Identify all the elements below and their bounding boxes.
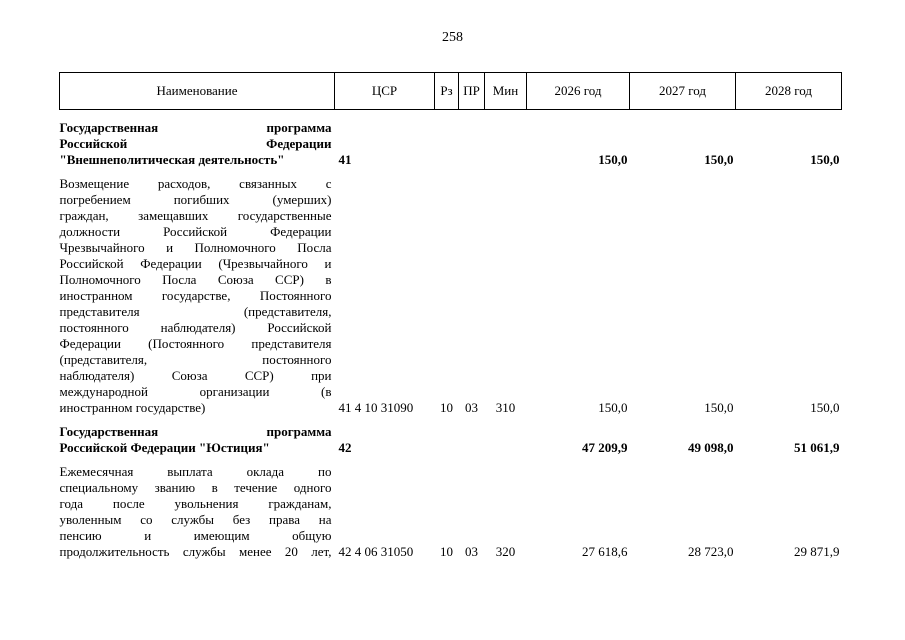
name-line: Российской Федерации "Юстиция" — [59, 440, 270, 455]
name-line: продолжительность службы менее 20 лет, — [59, 544, 332, 559]
budget-table — [59, 72, 842, 560]
row-2027: 49 098,0 — [688, 440, 734, 455]
table-header-row — [60, 73, 842, 110]
row-name — [60, 424, 335, 456]
table-row — [60, 176, 842, 416]
name-line: Полномочного Посла Союза ССР) в — [59, 272, 332, 287]
row-name — [60, 464, 335, 560]
name-line: специальному званию в течение одного — [59, 480, 332, 495]
name-line: Возмещение расходов, связанных с — [59, 176, 332, 191]
row-2026: 150,0 — [598, 400, 628, 415]
row-rz — [435, 120, 459, 168]
row-2026: 47 209,9 — [582, 440, 628, 455]
row-2028: 29 871,9 — [794, 544, 840, 559]
row-min — [485, 120, 527, 168]
row-rz — [435, 424, 459, 456]
header-2026: 2026 год — [527, 73, 630, 110]
row-2028: 150,0 — [810, 400, 840, 415]
row-2026: 150,0 — [598, 152, 628, 167]
row-pr — [459, 120, 485, 168]
name-line: граждан, замещавших государственные — [59, 208, 332, 223]
row-pr — [459, 424, 485, 456]
name-line: "Внешнеполитическая деятельность" — [59, 152, 285, 167]
row-pr: 03 — [465, 544, 478, 559]
row-pr: 03 — [465, 400, 478, 415]
name-line: погребением погибших (умерших) — [59, 192, 332, 207]
name-line: (представителя, постоянного — [59, 352, 332, 367]
name-line: Ежемесячная выплата оклада по — [59, 464, 332, 479]
name-line: иностранном государстве, Постоянного — [59, 288, 332, 303]
row-csr: 42 4 06 31050 — [338, 544, 414, 559]
header-csr: ЦСР — [335, 73, 435, 110]
row-2027: 150,0 — [704, 400, 734, 415]
row-min: 310 — [495, 400, 516, 415]
row-rz: 10 — [440, 400, 453, 415]
table-row — [60, 120, 842, 168]
row-csr: 41 — [338, 152, 352, 167]
name-line: наблюдателя) Союза ССР) при — [59, 368, 332, 383]
name-line: Государственная программа — [59, 424, 332, 439]
row-name — [60, 176, 335, 416]
header-pr: ПР — [459, 73, 485, 110]
header-min: Мин — [485, 73, 527, 110]
table-row — [60, 424, 842, 456]
name-line: международной организации (в — [59, 384, 332, 399]
row-min — [485, 424, 527, 456]
row-csr: 41 4 10 31090 — [338, 400, 414, 415]
name-line: уволенным со службы без права на — [59, 512, 332, 527]
name-line: должности Российской Федерации — [59, 224, 332, 239]
header-rz: Рз — [435, 73, 459, 110]
name-line: представителя (представителя, — [59, 304, 332, 319]
page-number: 258 — [442, 30, 463, 45]
row-2028: 51 061,9 — [794, 440, 840, 455]
row-min: 320 — [495, 544, 516, 559]
name-line: Российской Федерации (Чрезвычайного и — [59, 256, 332, 271]
name-line: Федерации (Постоянного представителя — [59, 336, 332, 351]
row-name — [60, 120, 335, 168]
name-line: постоянного наблюдателя) Российской — [59, 320, 332, 335]
name-line: года после увольнения гражданам, — [59, 496, 332, 511]
table-row — [60, 464, 842, 560]
name-line: пенсию и имеющим общую — [59, 528, 332, 543]
row-2027: 150,0 — [704, 152, 734, 167]
name-line: иностранном государстве) — [59, 400, 206, 415]
header-name: Наименование — [60, 73, 335, 110]
name-line: Российской Федерации — [59, 136, 332, 151]
row-csr: 42 — [338, 440, 352, 455]
header-2028: 2028 год — [736, 73, 842, 110]
row-2027: 28 723,0 — [688, 544, 734, 559]
name-line: Государственная программа — [59, 120, 332, 135]
header-2027: 2027 год — [630, 73, 736, 110]
row-rz: 10 — [440, 544, 453, 559]
name-line: Чрезвычайного и Полномочного Посла — [59, 240, 332, 255]
row-2028: 150,0 — [810, 152, 840, 167]
row-2026: 27 618,6 — [582, 544, 628, 559]
